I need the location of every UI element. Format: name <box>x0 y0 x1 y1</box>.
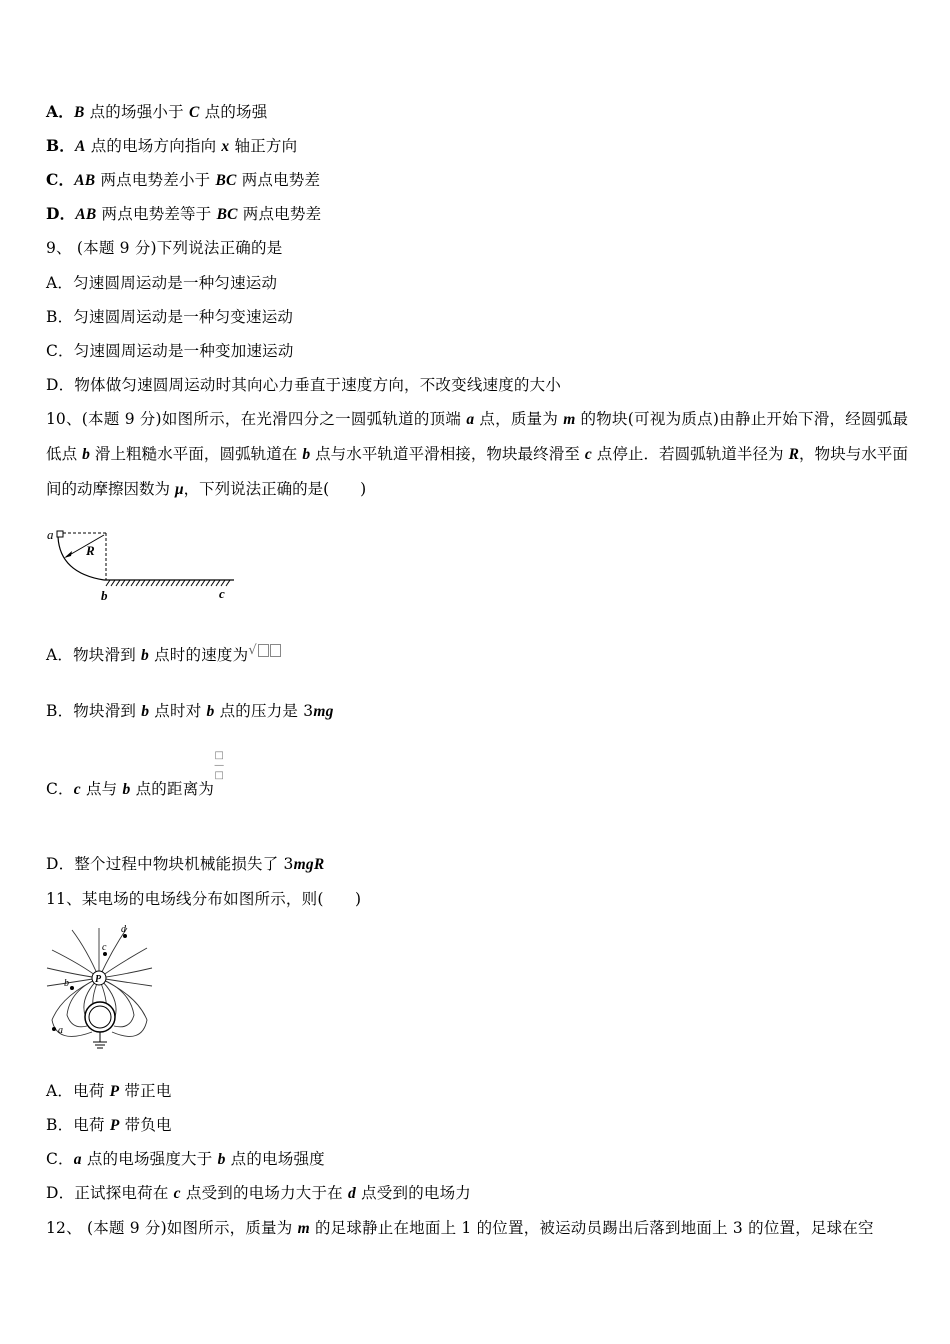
q10-option-a: A．物块滑到 b 点时的速度为√ <box>46 645 281 667</box>
q11-stem: 11、某电场的电场线分布如图所示，则( ) <box>46 890 362 908</box>
label-a: a <box>58 1025 63 1036</box>
q9-stem: 9、 (本题 9 分)下列说法正确的是 <box>46 239 283 257</box>
q11-field-lines-diagram <box>42 920 162 1060</box>
fraction-formula-image: □ — □ <box>214 750 225 781</box>
radius-line <box>66 535 104 557</box>
q10-option-c: C．c 点与 b 点的距离为□ — □ <box>46 750 225 798</box>
quarter-arc-track <box>58 537 104 580</box>
q9-option-d: D．物体做匀速圆周运动时其向心力垂直于速度方向，不改变线速度的大小 <box>46 376 562 394</box>
point-b <box>70 986 74 990</box>
q11-option-c: C．a 点的电场强度大于 b 点的电场强度 <box>46 1150 325 1168</box>
q10-option-b: B．物块滑到 b 点时对 b 点的压力是 3mg <box>46 702 334 720</box>
label-r: R <box>86 543 95 558</box>
label-c: c <box>102 942 107 953</box>
q10-stem: 10、(本题 9 分)如图所示，在光滑四分之一圆弧轨道的顶端 a 点，质量为 m 的物块(可视为质点)由静止开始下滑，经圆弧最低点 b 滑上粗糙水平面，圆弧轨道在 b 点与水平轨道平滑相接，物块最终滑至 c 点停止．若圆弧轨道半径为 R，物块与水平面间的动摩擦因数为 μ，下列说法正确的是( ) <box>46 410 909 498</box>
q9-option-a: A．匀速圆周运动是一种匀速运动 <box>46 274 278 292</box>
radius-arrow-icon <box>64 551 72 558</box>
q11-option-a: A．电荷 P 带正电 <box>46 1082 172 1100</box>
label-b: b <box>101 588 108 603</box>
label-d: d <box>121 924 126 935</box>
point-a <box>52 1027 56 1031</box>
q10-track-diagram <box>44 525 244 605</box>
q11-option-b: B．电荷 P 带负电 <box>46 1116 172 1134</box>
label-a: a <box>47 527 54 542</box>
q11-option-d: D．正试探电荷在 c 点受到的电场力大于在 d 点受到的电场力 <box>46 1184 471 1202</box>
label-c: c <box>219 586 225 601</box>
block-at-a <box>57 531 63 537</box>
sqrt-formula-image: √ <box>248 641 280 661</box>
q8-option-d: D．AB 两点电势差等于 BC 两点电势差 <box>46 204 322 223</box>
q8-option-b: B．A 点的电场方向指向 x 轴正方向 <box>46 136 298 155</box>
label-b: b <box>64 978 69 989</box>
q12-stem: 12、 (本题 9 分)如图所示，质量为 m 的足球静止在地面上 1 的位置，被运动员踢出后落到地面上 3 的位置，足球在空 <box>46 1219 874 1237</box>
ground-hatching <box>106 580 230 586</box>
q8-option-c: C．AB 两点电势差小于 BC 两点电势差 <box>46 170 321 189</box>
q9-option-b: B．匀速圆周运动是一种匀变速运动 <box>46 308 294 326</box>
q10-option-d: D．整个过程中物块机械能损失了 3mgR <box>46 855 325 873</box>
label-p: P <box>95 974 102 985</box>
q9-option-c: C．匀速圆周运动是一种变加速运动 <box>46 342 294 360</box>
q8-option-a: A．B 点的场强小于 C 点的场强 <box>46 102 268 121</box>
